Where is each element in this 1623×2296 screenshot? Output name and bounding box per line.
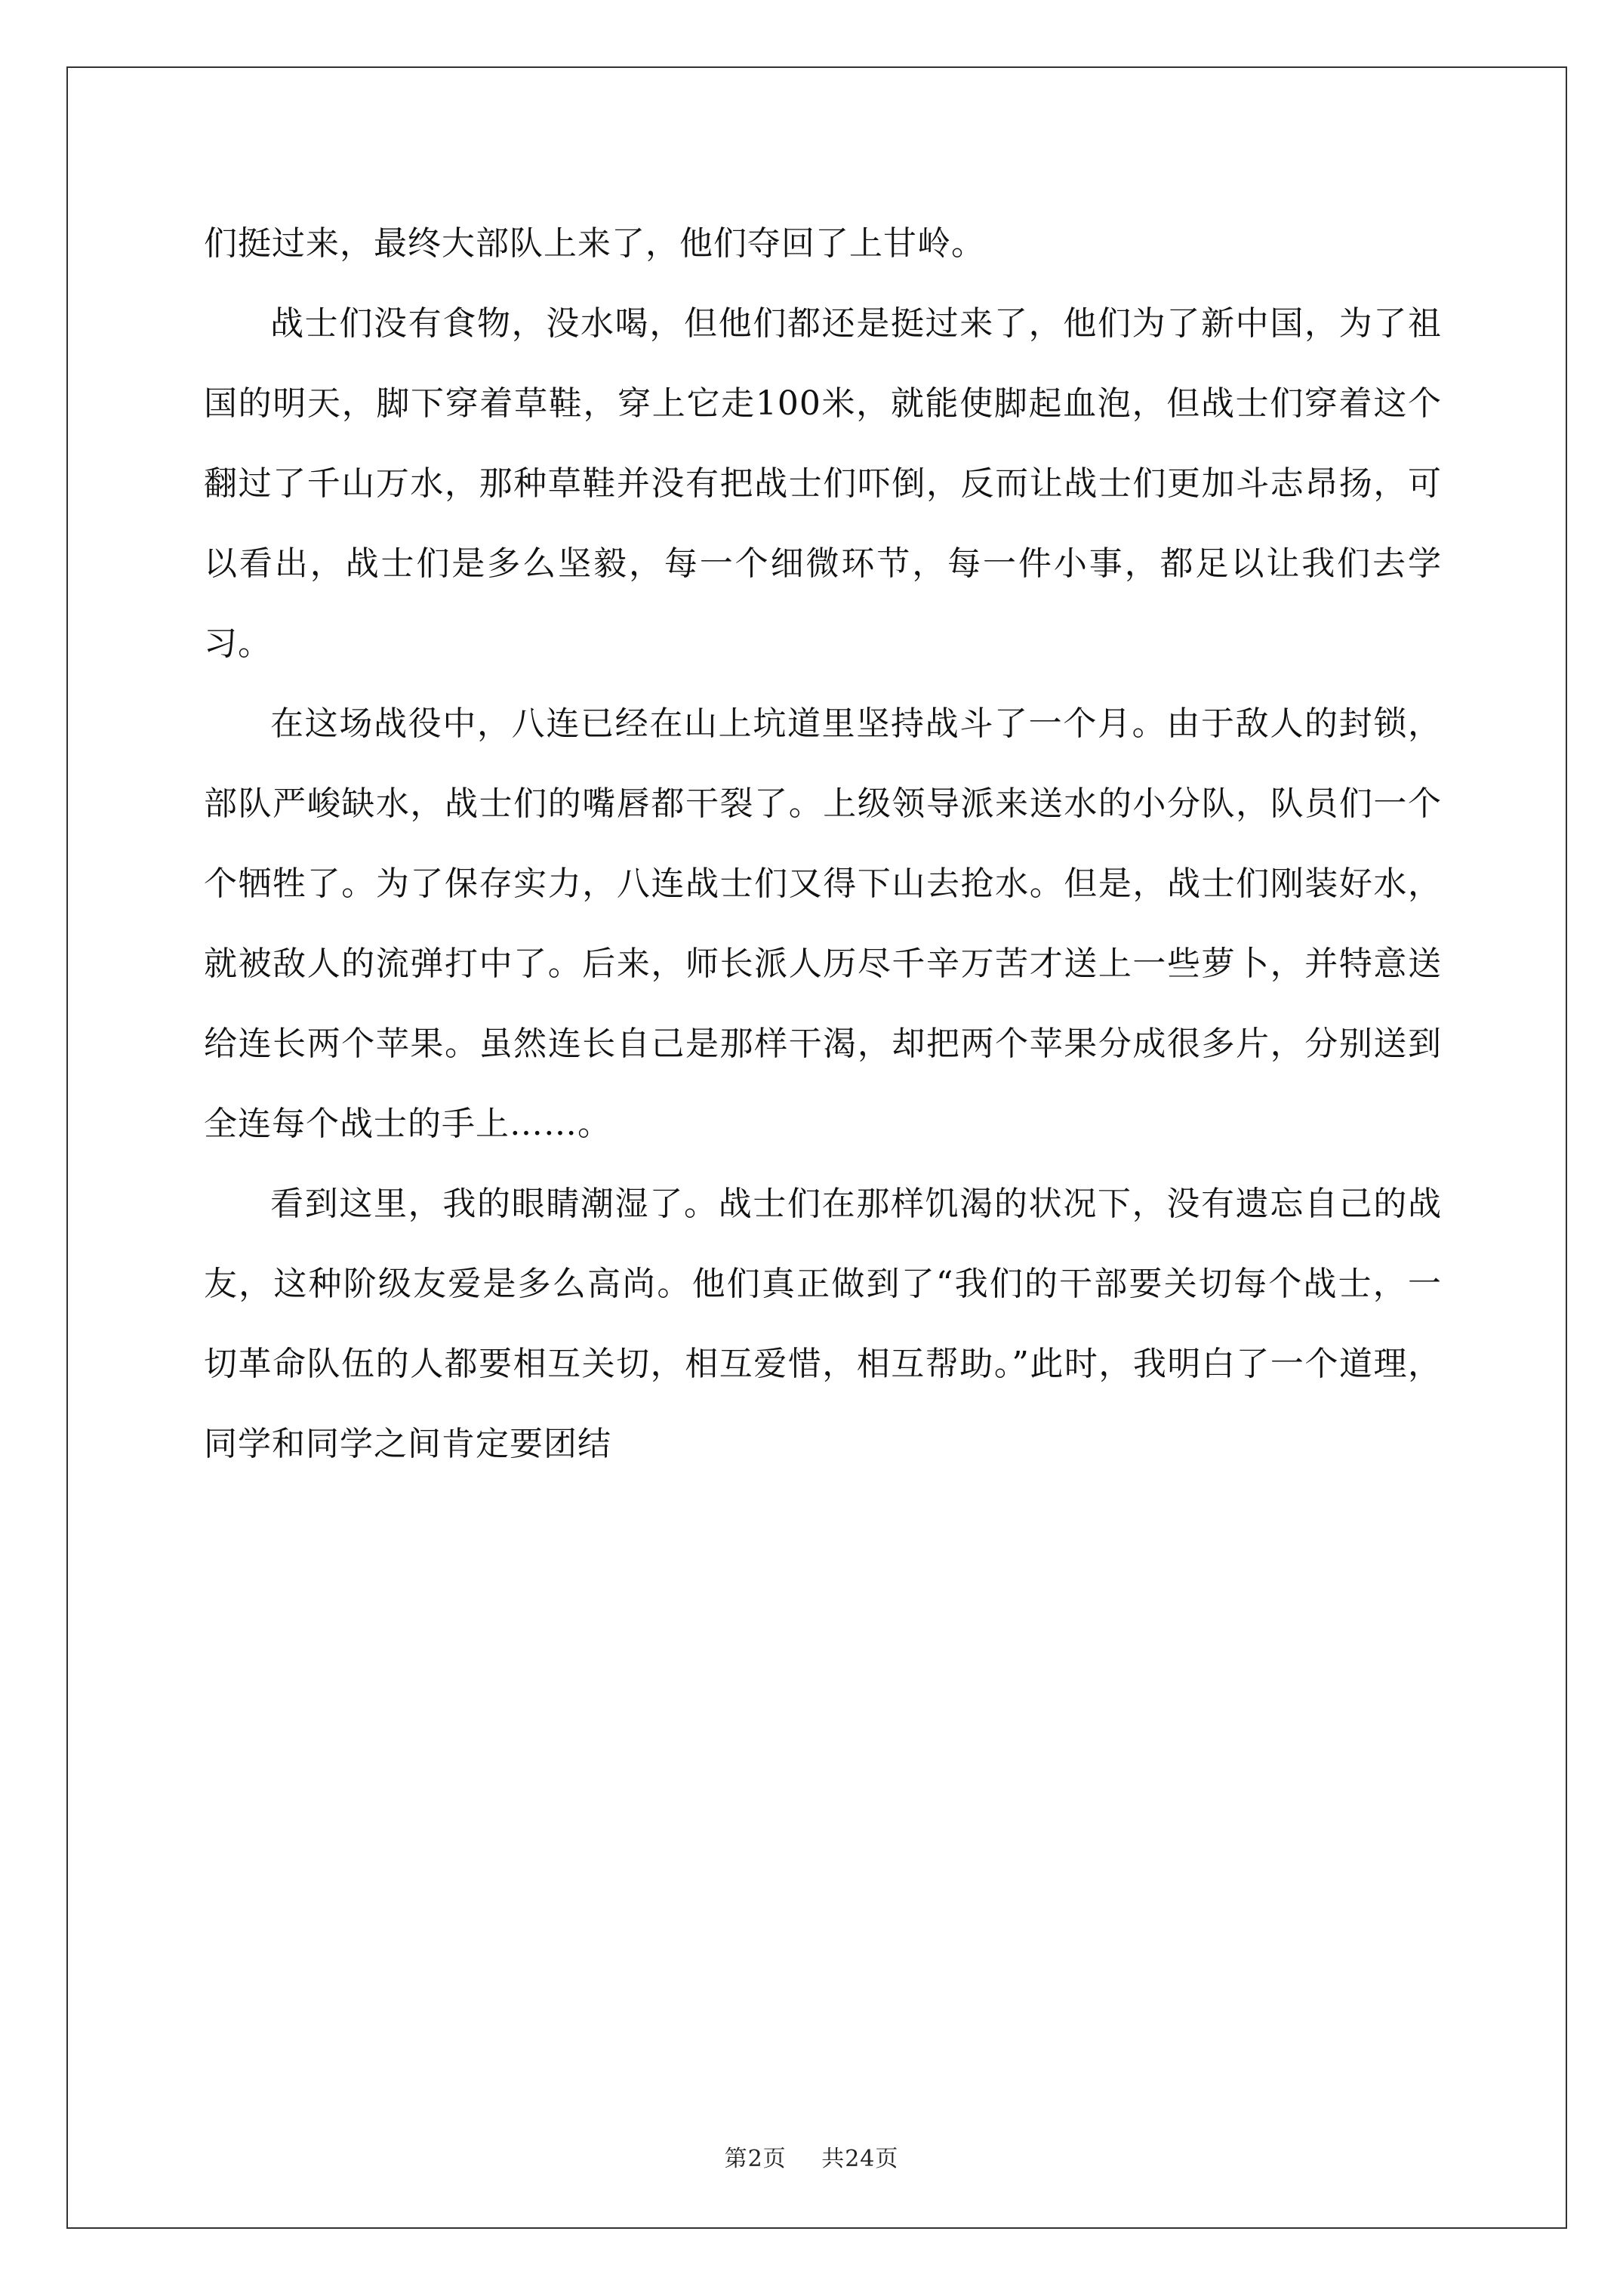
page-number: 第2页 [724,2146,787,2172]
page-footer [0,2140,1623,2173]
document-body [204,204,1442,1484]
paragraph-3: 在这场战役中，八连已经在山上坑道里坚持战斗了一个月。由于敌人的封锁，部队严峻缺水，战士们的嘴唇都干裂了。上级领导派来送水的小分队，队员们一个个牺牲了。为了保存实力，八连战士们又得下山去抢水。但是，战士们刚装好水，就被敌人的流弹打中了。后来，师长派人历尽千辛万苦才送上一些萝卜，并特意送给连长两个苹果。虽然连长自己是那样干渴，却把两个苹果分成很多片，分别送到全连每个战士的手上……。 [204,704,1442,1143]
paragraph-4: 看到这里，我的眼睛潮湿了。战士们在那样饥渴的状况下，没有遗忘自己的战友，这种阶级友爱是多么高尚。他们真正做到了“我们的干部要关切每个战士，一切革命队伍的人都要相互关切，相互爱惜，相互帮助。”此时，我明白了一个道理，同学和同学之间肯定要团结 [204,1185,1442,1463]
page-total: 共24页 [821,2146,899,2172]
paragraph-1: 们挺过来，最终大部队上来了，他们夺回了上甘岭。 [204,224,985,263]
paragraph-2: 战士们没有食物，没水喝，但他们都还是挺过来了，他们为了新中国，为了祖国的明天，脚下穿着草鞋，穿上它走100米，就能使脚起血泡，但战士们穿着这个翻过了千山万水，那种草鞋并没有把战士们吓倒，反而让战士们更加斗志昂扬，可以看出，战士们是多么坚毅，每一个细微环节，每一件小事，都足以让我们去学习。 [204,304,1442,663]
